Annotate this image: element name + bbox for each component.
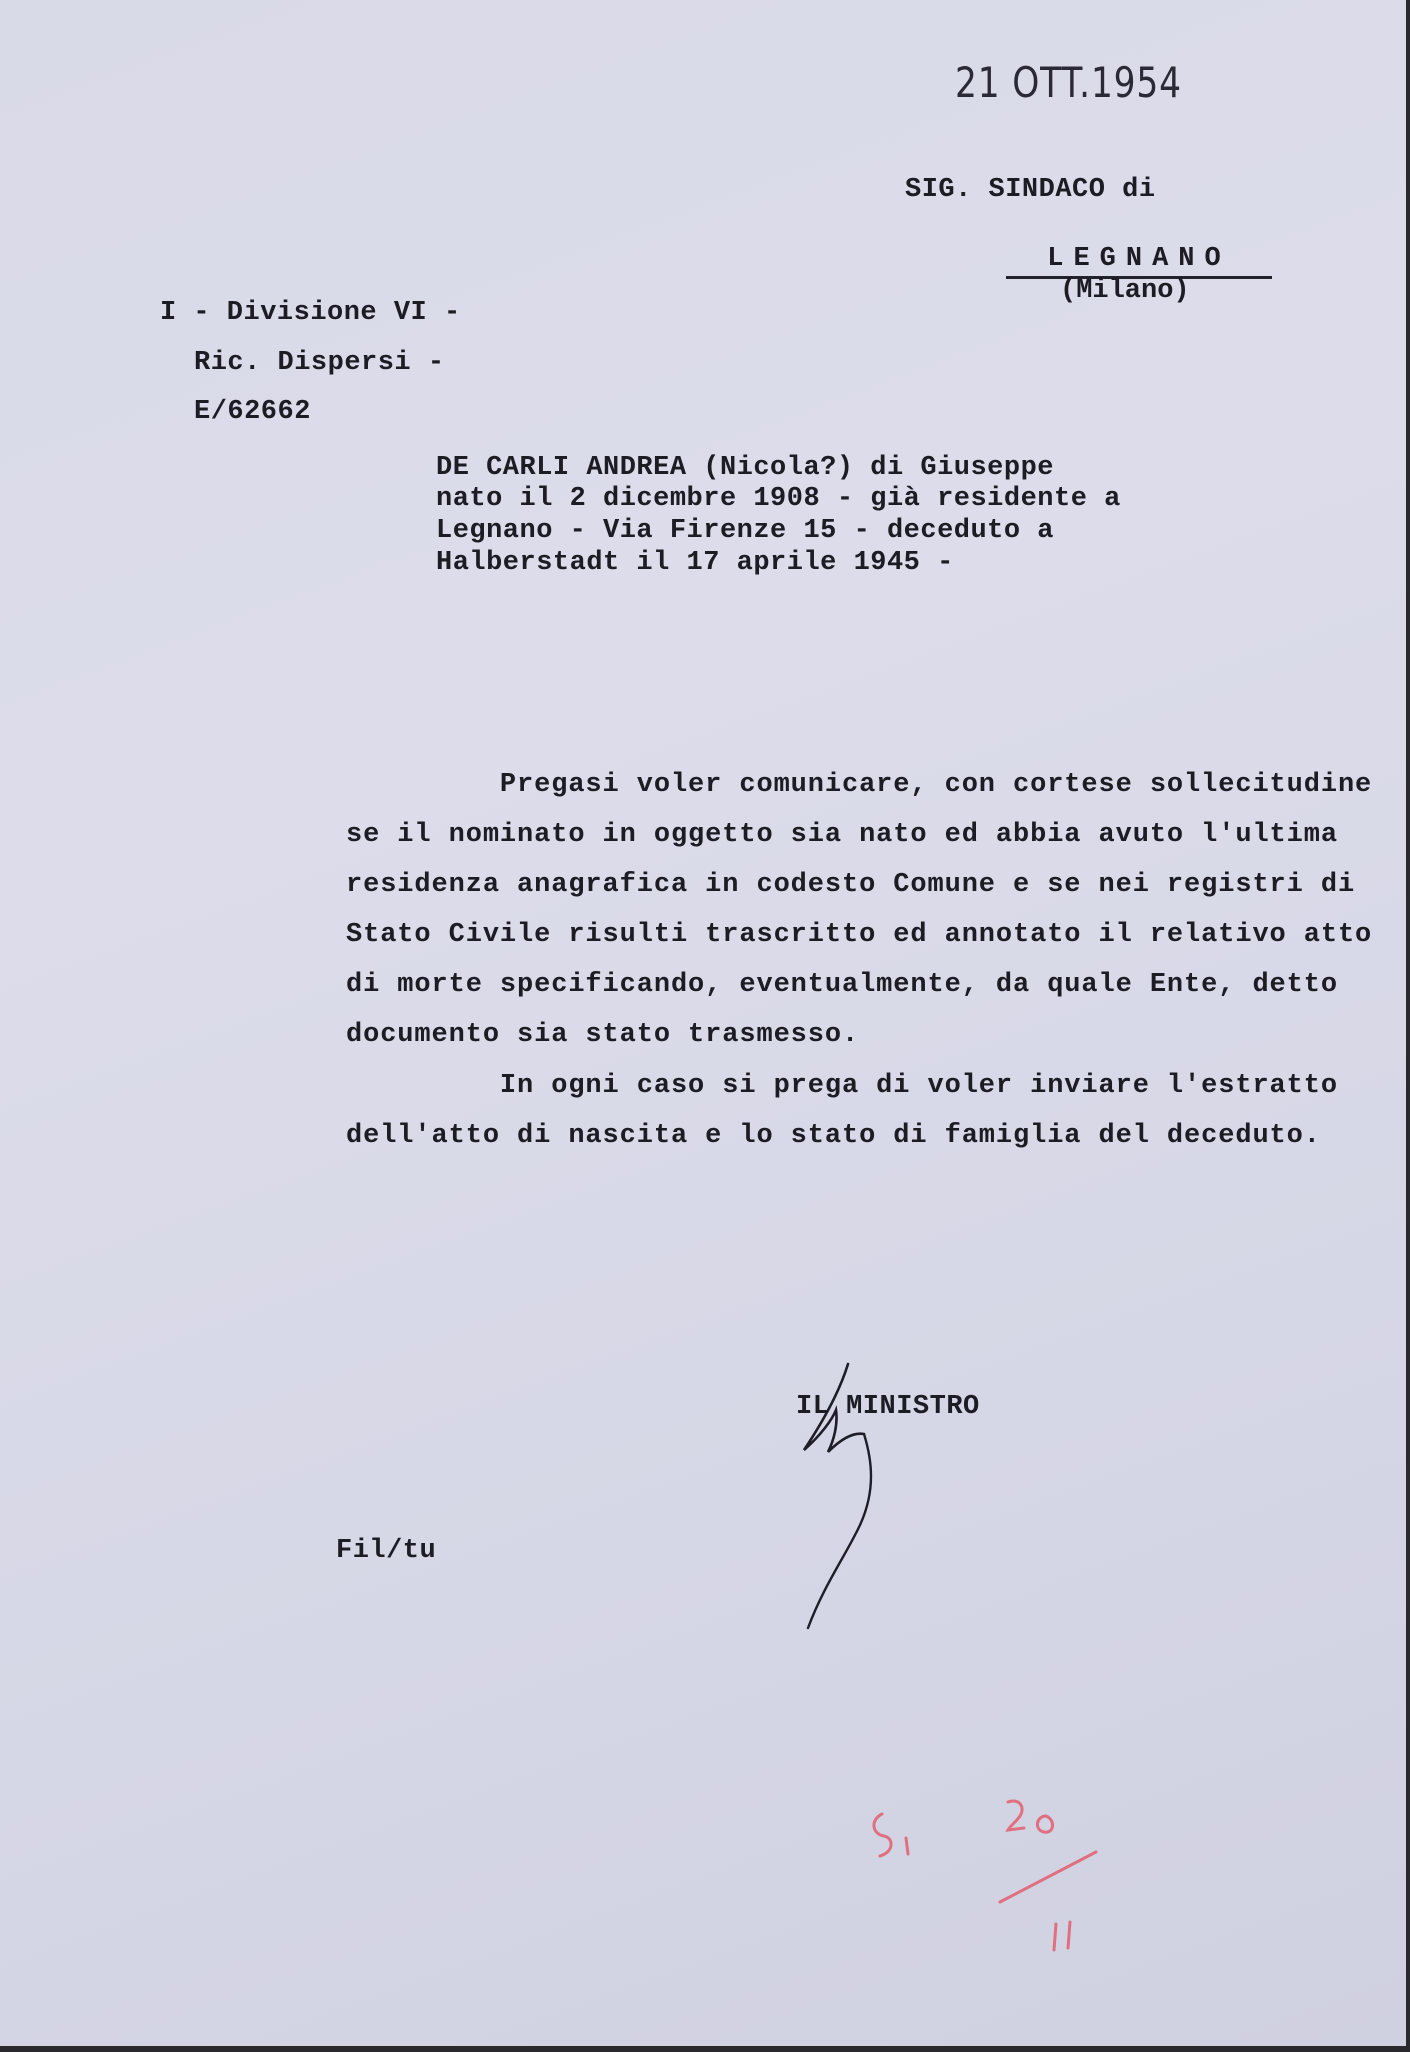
body-line: Pregasi voler comunicare, con cortese sollecitudine <box>346 770 1373 800</box>
body-line: dell'atto di nascita e lo stato di famiglia del deceduto. <box>346 1121 1321 1151</box>
body-line: documento sia stato trasmesso. <box>346 1020 860 1050</box>
reference-office: Ric. Dispersi - <box>194 348 445 378</box>
recipient-province: (Milano) <box>1060 276 1190 306</box>
body-line: di morte specificando, eventualmente, da quale Ente, detto <box>346 970 1338 1000</box>
subject-line: Halberstadt il 17 aprile 1945 - <box>436 548 954 578</box>
body-line: In ogni caso si prega di voler inviare l'estratto <box>346 1071 1338 1101</box>
subject-line: nato il 2 dicembre 1908 - già residente a <box>436 484 1121 514</box>
reference-protocol: E/62662 <box>194 397 311 427</box>
initials-reference: Fil/tu <box>336 1536 437 1566</box>
subject-line: Legnano - Via Firenze 15 - deceduto a <box>436 516 1054 546</box>
scan-edge <box>1406 0 1410 2052</box>
body-line: residenza anagrafica in codesto Comune e se nei registri di <box>346 870 1356 900</box>
body-line: Stato Civile risulti trascritto ed annotato il relativo atto <box>346 920 1373 950</box>
handwritten-red-annotation <box>860 1790 1120 1970</box>
date-stamp: 21 OTT.1954 <box>955 58 1182 107</box>
recipient-title: SIG. SINDACO di <box>905 175 1156 205</box>
signature-title: IL MINISTRO <box>796 1392 980 1422</box>
subject-line: DE CARLI ANDREA (Nicola?) di Giuseppe <box>436 453 1054 483</box>
body-line: se il nominato in oggetto sia nato ed abbia avuto l'ultima <box>346 820 1338 850</box>
reference-division: I - Divisione VI - <box>160 298 461 328</box>
handwritten-signature <box>780 1350 920 1640</box>
recipient-city: LEGNANO <box>1006 244 1272 279</box>
